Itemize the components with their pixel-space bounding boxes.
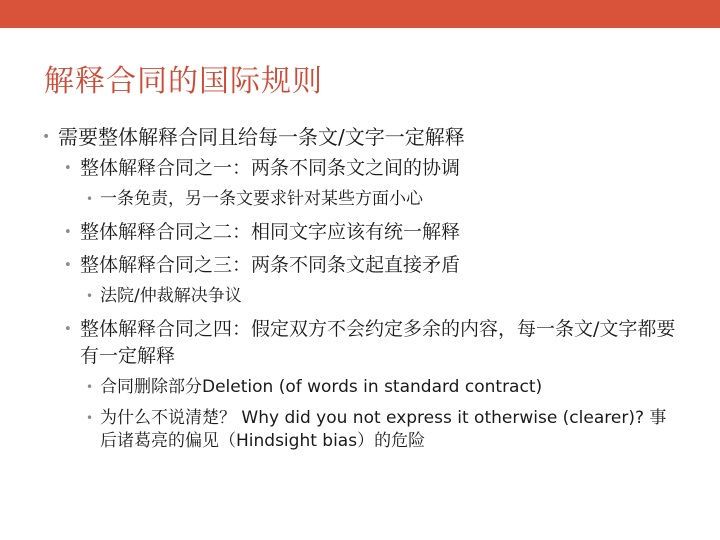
bullet-text: 为什么不说清楚？ Why did you not express it otherwise (clearer)? 事后诸葛亮的偏见（Hindsight bias）的危险 [100, 408, 667, 451]
bullet-level1 [40, 123, 680, 151]
accent-bar [0, 0, 720, 28]
bullet-text: 一条免责，另一条文要求针对某些方面小心 [100, 189, 423, 209]
bullet-dot-icon: • [86, 289, 94, 303]
bullet-level3 [40, 285, 680, 308]
bullet-level2 [40, 155, 680, 182]
bullet-text: 整体解释合同之三：两条不同条文起直接矛盾 [80, 254, 461, 276]
bullet-level3 [40, 376, 680, 399]
bullet-dot-icon: • [64, 322, 72, 337]
bullet-text: 合同删除部分Deletion (of words in standard contract) [100, 377, 543, 397]
bullet-text: 整体解释合同之二：相同文字应该有统一解释 [80, 221, 461, 243]
bullet-level3 [40, 407, 680, 453]
bullet-level2 [40, 219, 680, 246]
bullet-dot-icon: • [86, 192, 94, 206]
bullet-dot-icon: • [42, 129, 51, 145]
bullet-dot-icon: • [64, 258, 72, 273]
bullet-text: 需要整体解释合同且给每一条文/文字一定解释 [58, 125, 465, 149]
bullet-text: 法院/仲裁解决争议 [100, 286, 242, 306]
slide-title: 解释合同的国际规则 [44, 64, 323, 99]
bullet-text: 整体解释合同之一：两条不同条文之间的协调 [80, 157, 461, 179]
bullet-level2 [40, 316, 680, 370]
bullet-text: 整体解释合同之四：假定双方不会约定多余的内容，每一条文/文字都要有一定解释 [80, 318, 676, 367]
bullet-dot-icon: • [64, 225, 72, 240]
bullet-list [40, 123, 680, 461]
bullet-level3 [40, 188, 680, 211]
bullet-dot-icon: • [86, 380, 94, 394]
bullet-level2 [40, 252, 680, 279]
bullet-dot-icon: • [86, 411, 94, 425]
bullet-dot-icon: • [64, 161, 72, 176]
